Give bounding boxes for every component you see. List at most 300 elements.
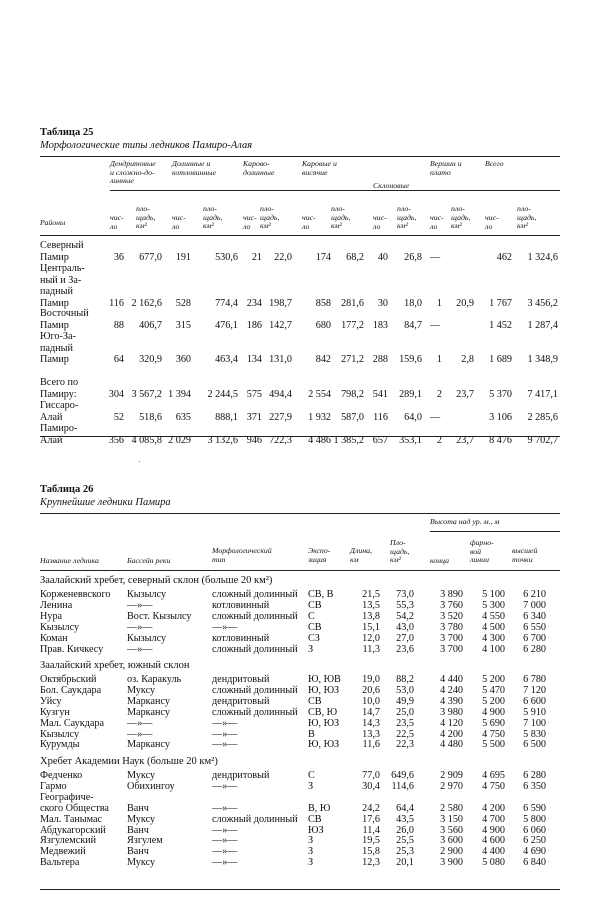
text-line: ный и За- bbox=[40, 274, 82, 286]
t26-type: сложный долинный bbox=[212, 589, 298, 600]
t25-cell: 21 bbox=[251, 251, 262, 263]
t26-type: —»— bbox=[212, 835, 238, 847]
t26-number: 6 280 bbox=[523, 770, 546, 781]
t26-number: 24,2 bbox=[362, 802, 380, 814]
t26-number: 6 590 bbox=[523, 802, 546, 814]
t25-cell: — bbox=[430, 251, 441, 263]
text-line: щадь, bbox=[517, 212, 537, 222]
t26-number: 4 695 bbox=[482, 770, 505, 781]
t26-type: —»— bbox=[212, 846, 238, 858]
t26-glacier-name: Кузгун bbox=[40, 706, 70, 718]
text-line: км² bbox=[203, 221, 214, 231]
t25-cell: 462 bbox=[496, 251, 512, 263]
text-line: Централь- bbox=[40, 263, 85, 274]
t26-glacier-name: Октябрьский bbox=[40, 674, 97, 685]
t26-number: 2 900 bbox=[440, 846, 463, 858]
t25-area-header bbox=[331, 205, 350, 231]
t26-exposure: СВ bbox=[308, 621, 322, 633]
text-line: котловинные bbox=[172, 167, 217, 177]
t25-cell: 116 bbox=[109, 297, 124, 309]
t26-type: дендритовый bbox=[212, 770, 270, 781]
t26-glacier-name: Мал. Саукдара bbox=[40, 717, 105, 729]
text-line: Склоновые bbox=[373, 181, 410, 190]
t26-basin: —»— bbox=[127, 599, 153, 611]
t25-cell: 1 385,2 bbox=[333, 434, 364, 446]
t25-number: Таблица 25 bbox=[40, 127, 94, 138]
t26-exposure: Ю, ЮЗ bbox=[308, 684, 340, 696]
t26-number: 12,0 bbox=[362, 632, 380, 644]
text-line: долинные bbox=[243, 167, 275, 177]
text-line: Пло- bbox=[390, 538, 406, 547]
t25-group-header bbox=[243, 160, 274, 177]
text-line: пло- bbox=[260, 204, 274, 213]
text-line: Памиру: bbox=[40, 388, 77, 400]
t26-glacier-name: Уйсу bbox=[40, 695, 62, 707]
text-line: пло- bbox=[397, 204, 411, 213]
t26-exposure: Ю, ЮЗ bbox=[308, 717, 340, 729]
t26-number: 43,0 bbox=[396, 621, 414, 633]
t26-number: 17,6 bbox=[362, 813, 380, 825]
t25-cell: 1 767 bbox=[489, 297, 512, 309]
text-line: точки bbox=[512, 554, 533, 564]
text-line: Восточный bbox=[40, 308, 89, 319]
t25-cell: 22,0 bbox=[274, 251, 292, 263]
t25-group-header bbox=[430, 160, 462, 177]
t25-cell: 64 bbox=[113, 354, 124, 365]
t25-area-header bbox=[397, 205, 416, 231]
t26-number: 4 240 bbox=[440, 684, 463, 696]
t26-exposure: Ю, ЮВ bbox=[308, 674, 341, 685]
t26-basin: Ванч bbox=[127, 802, 149, 814]
t26-number: 3 520 bbox=[440, 610, 463, 622]
t25-group-header bbox=[110, 160, 156, 186]
text-line: тип bbox=[212, 554, 226, 564]
t25-area-header bbox=[136, 205, 155, 231]
t26-number: 4 100 bbox=[482, 643, 505, 655]
t26-type-header bbox=[212, 547, 272, 564]
t25-cell: 3 106 bbox=[489, 411, 512, 423]
t26-glacier-name: ского Общества bbox=[40, 802, 109, 814]
t26-basin: Ванч bbox=[127, 824, 149, 836]
t25-cell: 541 bbox=[372, 388, 388, 400]
t25-cell: 30 bbox=[377, 297, 388, 309]
t26-top-header bbox=[512, 547, 537, 564]
t26-number: 25,0 bbox=[396, 706, 414, 718]
t26-number: 5 500 bbox=[482, 739, 505, 751]
t25-cell: 23,7 bbox=[456, 434, 474, 446]
t25-header-rule bbox=[40, 235, 560, 236]
t26-basin: Обихингоу bbox=[127, 780, 175, 792]
t26-type: котловинный bbox=[212, 632, 270, 644]
t25-cell: 3 456,2 bbox=[527, 297, 558, 309]
t25-cell: 174 bbox=[315, 251, 331, 263]
t26-number: 3 760 bbox=[440, 599, 463, 611]
text-line: щадь, bbox=[397, 212, 417, 222]
t25-cell: 858 bbox=[315, 297, 331, 309]
t26-number: 2 970 bbox=[440, 780, 463, 792]
t26-number: 4 750 bbox=[482, 780, 505, 792]
text-line: щадь, bbox=[451, 212, 471, 222]
t26-height-rule bbox=[430, 531, 560, 532]
t26-number: 7 100 bbox=[523, 717, 546, 729]
t26-number: 25,5 bbox=[396, 835, 414, 847]
t26-number: 22,3 bbox=[396, 739, 414, 751]
t25-cell: 406,7 bbox=[139, 319, 162, 331]
text-line: Всего по bbox=[40, 377, 79, 388]
t26-number: 22,5 bbox=[396, 728, 414, 740]
t26-number: 43,5 bbox=[396, 813, 414, 825]
t26-type: сложный долинный bbox=[212, 684, 298, 696]
text-line: км² bbox=[397, 221, 408, 231]
t26-type: —»— bbox=[212, 739, 238, 751]
text-line: Вершин и bbox=[430, 159, 462, 168]
t26-number: 14,7 bbox=[362, 706, 380, 718]
t26-number: 5 470 bbox=[482, 684, 505, 696]
text-line: Гиссаро- bbox=[40, 400, 79, 411]
t25-caption: Морфологические типы ледников Памиро-Алая bbox=[40, 140, 253, 151]
t26-number: 5 800 bbox=[523, 813, 546, 825]
t26-glacier-name: Курумды bbox=[40, 739, 80, 751]
t26-number: 3 700 bbox=[440, 632, 463, 644]
t26-number: 3 980 bbox=[440, 706, 463, 718]
text-line: Памир bbox=[40, 319, 69, 331]
text-line: падный bbox=[40, 342, 73, 354]
t26-exposure: З bbox=[308, 835, 314, 847]
t25-cell: 842 bbox=[315, 354, 331, 365]
t25-cell: 36 bbox=[113, 251, 124, 263]
t25-cell: 1 324,6 bbox=[527, 251, 558, 263]
t26-basin: Язгулем bbox=[127, 835, 163, 847]
text-line: Экспо- bbox=[308, 546, 331, 555]
t26-number: 20,6 bbox=[362, 684, 380, 696]
text-line: линии bbox=[470, 555, 489, 565]
text-line: Памир bbox=[40, 251, 69, 263]
t26-area-header bbox=[390, 539, 409, 565]
t25-area-header bbox=[260, 205, 279, 231]
text-line: км² bbox=[451, 221, 462, 231]
t26-number: 5 080 bbox=[482, 857, 505, 869]
t25-group-header bbox=[172, 160, 216, 177]
t26-number: 6 550 bbox=[523, 621, 546, 633]
text-line: плато bbox=[430, 167, 451, 177]
t25-count-header bbox=[243, 214, 257, 231]
t25-cell: 2 162,6 bbox=[131, 297, 162, 309]
text-line: Карово- bbox=[243, 159, 270, 168]
text-line: пло- bbox=[331, 204, 345, 213]
t26-section-title: Хребет Академии Наук (больше 20 км²) bbox=[40, 756, 218, 767]
t26-number: 11,4 bbox=[362, 824, 380, 836]
text-line: км² bbox=[390, 555, 401, 565]
t25-cell: 183 bbox=[372, 319, 388, 331]
text-line: чис- bbox=[485, 213, 499, 222]
t25-cell: 234 bbox=[246, 297, 262, 309]
t26-number: 3 150 bbox=[440, 813, 463, 825]
text-line: Алай bbox=[40, 434, 63, 446]
t26-top-rule bbox=[40, 513, 560, 514]
t25-cell: 304 bbox=[108, 388, 124, 400]
t26-exposure: СВ bbox=[308, 599, 322, 611]
t26-number: 5 200 bbox=[482, 695, 505, 707]
t26-type: сложный долинный bbox=[212, 610, 298, 622]
text-line: км² bbox=[260, 221, 271, 231]
text-line: висячие bbox=[302, 167, 328, 177]
t26-number: 6 350 bbox=[523, 780, 546, 792]
t26-number: 23,5 bbox=[396, 717, 414, 729]
t26-type: —»— bbox=[212, 621, 238, 633]
t26-glacier-name: Абдукагорский bbox=[40, 824, 106, 836]
t26-number: 30,4 bbox=[362, 780, 380, 792]
text-line: Всего bbox=[485, 159, 504, 168]
t25-cell: 20,9 bbox=[456, 297, 474, 309]
t25-cell: 677,0 bbox=[139, 251, 162, 263]
t26-number: 4 200 bbox=[440, 728, 463, 740]
text-line: и сложно-до- bbox=[110, 167, 155, 177]
t25-cell: 68,2 bbox=[346, 251, 364, 263]
t25-cell: 2,8 bbox=[461, 354, 474, 365]
t25-cell: 18,0 bbox=[404, 297, 422, 309]
t25-area-header bbox=[517, 205, 536, 231]
t25-cell: 142,7 bbox=[269, 319, 292, 331]
t25-cell: 2 bbox=[436, 434, 442, 446]
t26-basin: оз. Каракуль bbox=[127, 674, 182, 685]
t26-number: 55,3 bbox=[396, 599, 414, 611]
t25-cell: 84,7 bbox=[404, 319, 422, 331]
t26-number: 13,3 bbox=[362, 728, 380, 740]
t25-cell: 494,4 bbox=[269, 388, 292, 400]
text-line: ло bbox=[485, 221, 493, 231]
t25-top-rule bbox=[40, 156, 560, 157]
t26-glacier-name: Федченко bbox=[40, 770, 83, 781]
t26-number: 4 900 bbox=[482, 824, 505, 836]
t26-glacier-name: Прав. Кичкесу bbox=[40, 643, 104, 655]
t26-type: сложный долинный bbox=[212, 643, 298, 655]
t26-exposure: СВ, Ю bbox=[308, 706, 338, 718]
scan-speck bbox=[139, 461, 140, 462]
text-line: Алай bbox=[40, 411, 63, 423]
t26-number: 4 500 bbox=[482, 621, 505, 633]
t26-exposure: ЮЗ bbox=[308, 824, 324, 836]
t26-end-header: конца bbox=[430, 556, 450, 565]
t26-glacier-name: Вальтера bbox=[40, 857, 80, 869]
t25-cell: 191 bbox=[175, 251, 191, 263]
t26-section-title: Заалайский хребет, южный склон bbox=[40, 660, 190, 671]
t26-type: дендритовый bbox=[212, 674, 270, 685]
t26-name-header: Название ледника bbox=[40, 556, 99, 565]
t26-exposure: С bbox=[308, 610, 315, 622]
t26-basin: —»— bbox=[127, 621, 153, 633]
t26-exposure: Ю, ЮЗ bbox=[308, 739, 340, 751]
t26-exposure: СВ, В bbox=[308, 589, 334, 600]
t26-number: 26,0 bbox=[396, 824, 414, 836]
t26-number: 11,3 bbox=[362, 643, 380, 655]
t25-cell: 587,0 bbox=[341, 411, 364, 423]
t26-number: Таблица 26 bbox=[40, 484, 94, 495]
t26-number: 53,0 bbox=[396, 684, 414, 696]
t26-number: 13,5 bbox=[362, 599, 380, 611]
text-line: км² bbox=[136, 221, 147, 231]
text-line: высшей bbox=[512, 546, 538, 555]
t26-type: —»— bbox=[212, 728, 238, 740]
t25-cell: 4 486 bbox=[308, 434, 331, 446]
t26-number: 6 840 bbox=[523, 857, 546, 869]
text-line: фирно- bbox=[470, 538, 494, 547]
t26-section-title: Заалайский хребет, северный склон (больше 20 км²) bbox=[40, 575, 273, 586]
t26-type: сложный долинный bbox=[212, 706, 298, 718]
t26-basin: Маркансу bbox=[127, 706, 170, 718]
t25-count-header bbox=[302, 214, 316, 231]
t26-exposure: В bbox=[308, 728, 315, 740]
t25-cell: 3 132,6 bbox=[207, 434, 238, 446]
t26-number: 13,8 bbox=[362, 610, 380, 622]
t25-cell: 463,4 bbox=[215, 354, 238, 365]
t26-number: 2 580 bbox=[440, 802, 463, 814]
text-line: Долинные и bbox=[172, 159, 211, 168]
text-line: чис- bbox=[110, 213, 124, 222]
t26-type: —»— bbox=[212, 824, 238, 836]
t25-cell: 271,2 bbox=[341, 354, 364, 365]
t26-number: 4 750 bbox=[482, 728, 505, 740]
t26-exposure: СЗ bbox=[308, 632, 320, 644]
t26-caption: Крупнейшие ледники Памира bbox=[40, 497, 171, 508]
t25-cell: 657 bbox=[372, 434, 388, 446]
t26-type: котловинный bbox=[212, 599, 270, 611]
t25-cell: — bbox=[430, 319, 441, 331]
t25-count-header bbox=[110, 214, 124, 231]
t26-firn-header bbox=[470, 539, 494, 565]
t26-glacier-name: Коман bbox=[40, 632, 68, 644]
text-line: падный bbox=[40, 286, 73, 297]
t25-cell: 88 bbox=[113, 319, 124, 331]
text-line: пло- bbox=[451, 204, 465, 213]
t25-cell: 356 bbox=[108, 434, 124, 446]
t25-cell: 1 287,4 bbox=[527, 319, 558, 331]
t26-glacier-name: Язгулемский bbox=[40, 835, 97, 847]
t26-number: 49,9 bbox=[396, 695, 414, 707]
t26-number: 6 340 bbox=[523, 610, 546, 622]
t25-cell: 1 689 bbox=[489, 354, 512, 365]
t25-cell: 680 bbox=[315, 319, 331, 331]
t26-number: 4 120 bbox=[440, 717, 463, 729]
t25-cell: 635 bbox=[175, 411, 191, 423]
text-line: км² bbox=[331, 221, 342, 231]
t26-basin: Муксу bbox=[127, 857, 156, 869]
text-line: линные bbox=[110, 176, 134, 186]
t25-cell: 159,6 bbox=[399, 354, 422, 365]
text-line: Морфологический bbox=[212, 546, 272, 555]
text-line: км bbox=[350, 554, 359, 564]
t25-cell: 281,6 bbox=[341, 297, 364, 309]
t25-cell: 23,7 bbox=[456, 388, 474, 400]
t25-cell: 774,4 bbox=[215, 297, 238, 309]
t26-number: 5 300 bbox=[482, 599, 505, 611]
t25-count-header bbox=[485, 214, 499, 231]
t25-cell: 530,6 bbox=[215, 251, 238, 263]
t26-number: 64,4 bbox=[396, 802, 414, 814]
t25-cell: 227,9 bbox=[269, 411, 292, 423]
t25-cell: 64,0 bbox=[404, 411, 422, 423]
t25-cell: 1 932 bbox=[308, 411, 331, 423]
t26-exposure: В, Ю bbox=[308, 802, 331, 814]
t26-basin: Муксу bbox=[127, 813, 156, 825]
text-line: зиция bbox=[308, 554, 327, 564]
t26-type: —»— bbox=[212, 857, 238, 869]
t26-exposure: З bbox=[308, 846, 314, 858]
t25-cell: 2 029 bbox=[168, 434, 191, 446]
text-line: чис- bbox=[243, 213, 257, 222]
t26-number: 4 600 bbox=[482, 835, 505, 847]
t26-number: 10,0 bbox=[362, 695, 380, 707]
t26-number: 114,6 bbox=[391, 780, 414, 792]
t26-exposure: З bbox=[308, 643, 314, 655]
text-line: пло- bbox=[136, 204, 150, 213]
t26-basin: —»— bbox=[127, 717, 153, 729]
t26-number: 5 910 bbox=[523, 706, 546, 718]
t26-number: 12,3 bbox=[362, 857, 380, 869]
t26-number: 3 780 bbox=[440, 621, 463, 633]
t25-bottom-rule bbox=[40, 436, 560, 437]
t26-number: 3 890 bbox=[440, 589, 463, 600]
t26-number: 6 280 bbox=[523, 643, 546, 655]
text-line: ло bbox=[373, 221, 381, 231]
t26-number: 25,3 bbox=[396, 846, 414, 858]
t26-basin: Вост. Кызылсу bbox=[127, 610, 192, 622]
text-line: Юго-За- bbox=[40, 331, 76, 342]
t26-glacier-name: Мал. Танымас bbox=[40, 813, 103, 825]
t26-type: —»— bbox=[212, 802, 238, 814]
t25-cell: 1 bbox=[436, 297, 442, 309]
t26-number: 4 690 bbox=[523, 846, 546, 858]
text-line: Памиро- bbox=[40, 423, 78, 434]
t26-exposure: С bbox=[308, 770, 315, 781]
t25-cell: 26,8 bbox=[404, 251, 422, 263]
t25-cell: 371 bbox=[246, 411, 262, 423]
t26-basin: —»— bbox=[127, 643, 153, 655]
t26-basin: Маркансу bbox=[127, 695, 170, 707]
t26-number: 5 690 bbox=[482, 717, 505, 729]
t25-region-header: Районы bbox=[40, 218, 66, 227]
t26-height-group-header: Высота над ур. м., м bbox=[430, 517, 500, 526]
t26-basin: Ванч bbox=[127, 846, 149, 858]
text-line: км² bbox=[517, 221, 528, 231]
t25-cell: 1 348,9 bbox=[527, 354, 558, 365]
text-line: чис- bbox=[302, 213, 316, 222]
text-line: пло- bbox=[517, 204, 531, 213]
t26-number: 3 700 bbox=[440, 643, 463, 655]
t26-number: 88,2 bbox=[396, 674, 414, 685]
t25-cell: 2 244,5 bbox=[207, 388, 238, 400]
t26-number: 23,6 bbox=[396, 643, 414, 655]
t26-number: 3 600 bbox=[440, 835, 463, 847]
t25-cell: 8 476 bbox=[489, 434, 512, 446]
text-line: чис- bbox=[373, 213, 387, 222]
t26-number: 14,3 bbox=[362, 717, 380, 729]
t26-exposure: З bbox=[308, 857, 314, 869]
t25-cell: — bbox=[430, 411, 441, 423]
t26-number: 6 780 bbox=[523, 674, 546, 685]
text-line: щадь, bbox=[203, 212, 223, 222]
t26-glacier-name: Гармо bbox=[40, 780, 67, 792]
t25-count-header bbox=[172, 214, 186, 231]
text-line: ло bbox=[110, 221, 118, 231]
t26-number: 19,0 bbox=[362, 674, 380, 685]
text-line: пло- bbox=[203, 204, 217, 213]
text-line: щадь, bbox=[136, 212, 156, 222]
t25-cell: 289,1 bbox=[399, 388, 422, 400]
t26-basin: —»— bbox=[127, 728, 153, 740]
t25-group-rule bbox=[110, 190, 560, 191]
text-line: щадь, bbox=[260, 212, 280, 222]
t26-number: 4 900 bbox=[482, 706, 505, 718]
